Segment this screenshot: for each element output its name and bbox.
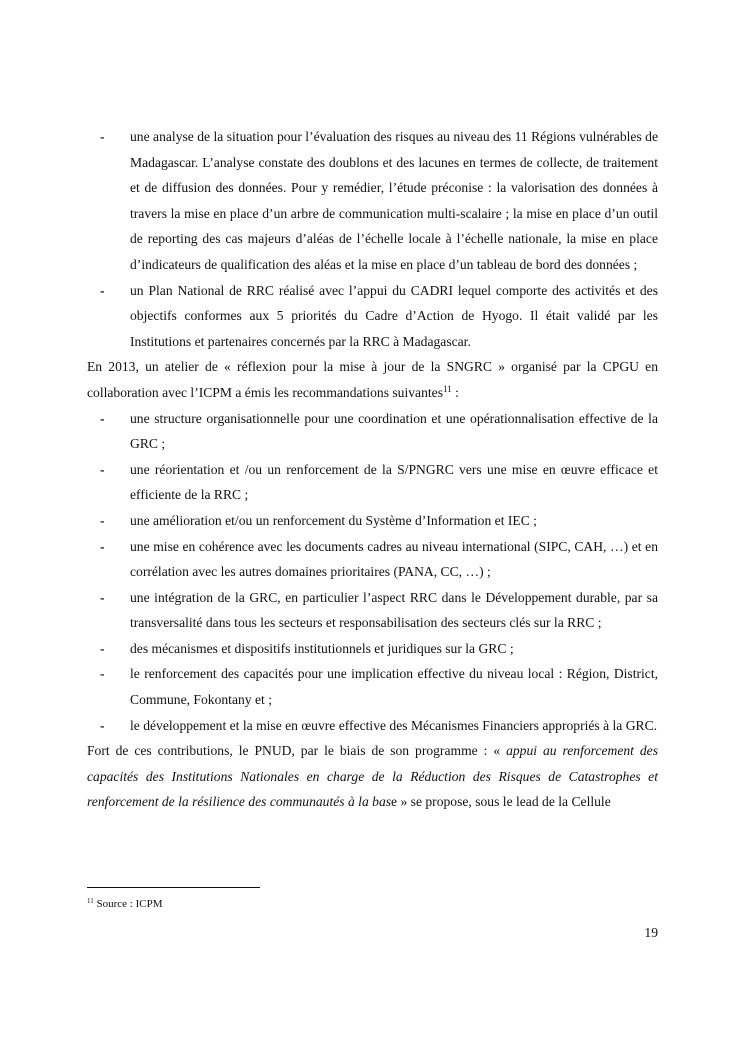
bullet-item — [87, 585, 658, 636]
bullet-marker: - — [100, 589, 105, 605]
closing-lead: Fort de ces contributions, le PNUD, par le biais de son programme : « — [87, 743, 507, 759]
intro-paragraph — [87, 354, 658, 405]
bullet-item — [87, 661, 658, 712]
bullet-marker: - — [100, 410, 105, 426]
bullet-marker: - — [100, 717, 105, 733]
bullet-marker: - — [100, 461, 105, 477]
bullet-text: une mise en cohérence avec les documents cadres au niveau international (SIPC, CAH, …) et en corrélation avec les autres domaines prioritaires (PANA, CC, …) ; — [130, 538, 658, 580]
bullet-list-recommendations — [87, 406, 658, 739]
bullet-item — [87, 713, 658, 739]
footnote-reference[interactable]: 11 — [443, 383, 452, 394]
footnote-number: 11 — [87, 897, 94, 905]
bullet-marker: - — [100, 640, 105, 656]
bullet-item — [87, 508, 658, 534]
bullet-item — [87, 534, 658, 585]
bullet-text: une structure organisationnelle pour une coordination et une opérationnalisation effective de la GRC ; — [130, 410, 658, 452]
bullet-text: des mécanismes et dispositifs institutionnels et juridiques sur la GRC ; — [130, 640, 514, 656]
programme-title: appui au renforcement des capacités des Institutions Nationales en charge de la Réduction des Risques de Catastrophes et renforcement de la résilience des communautés à la bas — [87, 743, 659, 810]
bullet-text: une analyse de la situation pour l’évaluation des risques au niveau des 11 Régions vulnérables de Madagascar. L’analyse constate des doublons et des lacunes en termes de collecte, de traitement et de diffusion des données. Pour y remédier, l’étude préconise : la valorisation des données à travers la mise en place d’un arbre de communication multi-scalaire ; la mise en place d’un outil de reporting des cas majeurs d’aléas de l’échelle locale à l’échelle nationale, la mise en place d’indicateurs de qualification des aléas et la mise en place d’un tableau de bord des données ; — [130, 129, 658, 272]
bullet-text: le renforcement des capacités pour une implication effective du niveau local : Région, District, Commune, Fokontany et ; — [130, 666, 658, 708]
bullet-marker: - — [100, 129, 105, 144]
page-number: 19 — [644, 925, 658, 940]
bullet-item — [87, 636, 658, 662]
bullet-marker: - — [100, 538, 105, 554]
closing-tail: e » se propose, sous le lead de la Cellule — [391, 794, 611, 810]
footnote-separator — [87, 887, 260, 888]
bullet-list-top — [87, 124, 658, 354]
footnote-text: Source : ICPM — [93, 898, 163, 910]
bullet-marker: - — [100, 666, 105, 682]
bullet-text: le développement et la mise en œuvre effective des Mécanismes Financiers appropriés à la GRC. — [130, 717, 658, 733]
bullet-item — [87, 457, 658, 508]
bullet-text: une intégration de la GRC, en particulier l’aspect RRC dans le Développement durable, par sa transversalité dans tous les secteurs et responsabilisation des secteurs clés sur la RRC ; — [130, 589, 658, 631]
document-body — [87, 124, 658, 815]
bullet-marker: - — [100, 282, 105, 298]
bullet-text: un Plan National de RRC réalisé avec l’appui du CADRI lequel comporte des activités et des objectifs conformes aux 5 priorités du Cadre d’Action de Hyogo. Il était validé par les Institutions et partenaires concernés par la RRC à Madagascar. — [130, 282, 658, 349]
bullet-text: une réorientation et /ou un renforcement de la S/PNGRC vers une mise en œuvre efficace et efficiente de la RRC ; — [130, 461, 658, 503]
bullet-item — [87, 406, 658, 457]
intro-tail: : — [451, 384, 459, 400]
closing-paragraph — [87, 738, 658, 815]
footnote — [87, 897, 163, 911]
bullet-item — [87, 124, 658, 278]
bullet-item — [87, 278, 658, 355]
bullet-text: une amélioration et/ou un renforcement du Système d’Information et IEC ; — [130, 512, 537, 528]
bullet-marker: - — [100, 512, 105, 528]
intro-text: En 2013, un atelier de « réflexion pour la mise à jour de la SNGRC » organisé par la CPGU en collaboration avec l’ICPM a émis les recommandations suivantes — [87, 359, 658, 400]
